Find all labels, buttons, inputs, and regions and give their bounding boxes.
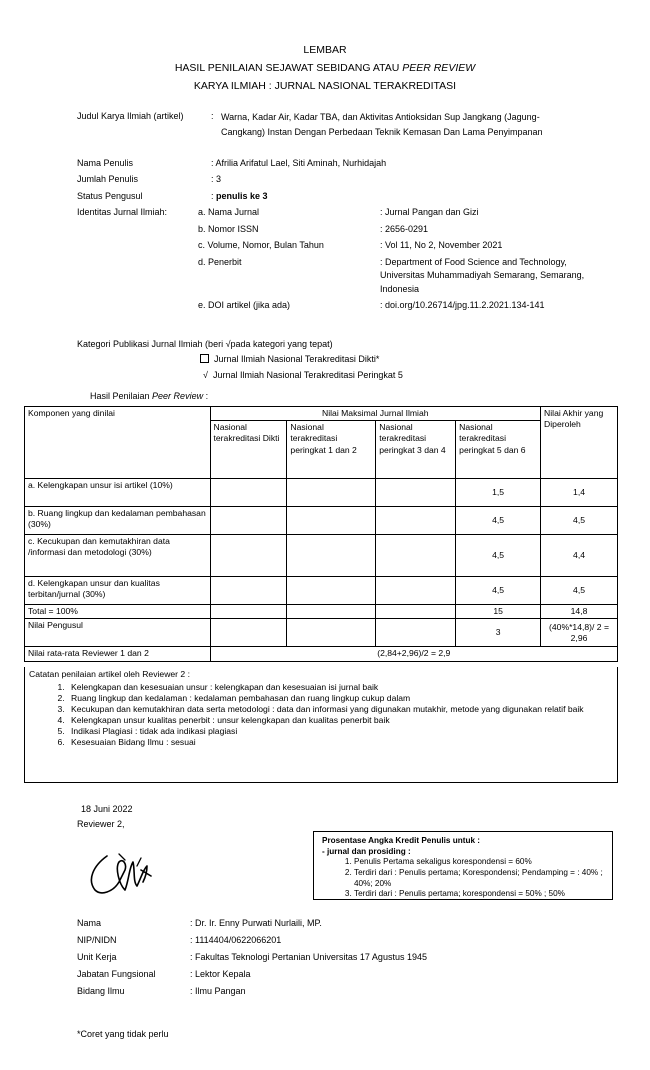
identitas-key: b. Nomor ISSN: [198, 223, 259, 234]
total-label: Total = 100%: [25, 605, 211, 619]
kredit-list: [322, 857, 604, 900]
identitas-row: [198, 256, 590, 300]
reviewer-label: Nama: [77, 918, 102, 928]
reviewer-value: : Dr. Ir. Enny Purwati Nurlaili, MP.: [190, 918, 322, 928]
rata-row: [25, 647, 618, 661]
total-akhir: 14,8: [541, 605, 618, 619]
pengusul-row: [25, 619, 618, 647]
list-item: 3. Terdiri dari : Penulis pertama; korespondensi = 50% ; 50%: [354, 889, 604, 900]
list-item: 5. Indikasi Plagiasi : tidak ada indikasi plagiasi: [67, 726, 617, 737]
row-akhir: 4,4: [541, 535, 618, 577]
empty-cell: [376, 577, 456, 605]
empty-cell: [210, 619, 287, 647]
empty-cell: [287, 619, 376, 647]
identitas-label: Identitas Jurnal Ilmiah:: [77, 207, 168, 217]
judul-value: Warna, Kadar Air, Kadar TBA, dan Aktivitas Antioksidan Sup Jangkang (Jagung-Cangkang) Instan Dengan Perbedaan Teknik Kemasan Dan Lama Penyimpanan: [221, 112, 543, 137]
empty-cell: [287, 507, 376, 535]
status-value: : penulis ke 3: [211, 191, 268, 201]
empty-cell: [210, 577, 287, 605]
doc-title-2-text: HASIL PENILAIAN SEJAWAT SEBIDANG ATAU: [174, 62, 403, 74]
catatan-title: Catatan penilaian artikel oleh Reviewer 2 :: [29, 669, 190, 679]
list-item: 1. Penulis Pertama sekaligus korespondensi = 60%: [354, 857, 604, 868]
signature-date: 18 Juni 2022: [81, 804, 133, 814]
identitas-key: a. Nama Jurnal: [198, 207, 260, 217]
empty-cell: [287, 577, 376, 605]
row-label: a. Kelengkapan unsur isi artikel (10%): [25, 479, 211, 507]
sub-header: Nasional terakreditasi peringkat 5 dan 6: [456, 421, 541, 479]
kredit-box: [313, 831, 613, 900]
pengusul-maks: 3: [456, 619, 541, 647]
identitas-value: : 2656-0291: [380, 223, 429, 234]
hasil-label-text: Hasil Penilaian: [90, 391, 153, 401]
pengusul-label: Nilai Pengusul: [25, 619, 211, 647]
empty-cell: [376, 605, 456, 619]
identitas-value: : doi.org/10.26714/jpg.11.2.2021.134-141: [380, 300, 545, 310]
hasil-label: [90, 390, 208, 402]
empty-cell: [376, 507, 456, 535]
kategori-option-2-label: Jurnal Ilmiah Nasional Terakreditasi Peringkat 5: [212, 370, 403, 380]
sub-header: Nasional terakreditasi peringkat 3 dan 4: [376, 421, 456, 479]
doc-title-2-emph: PEER REVIEW: [402, 62, 476, 74]
row-maks: 4,5: [456, 577, 541, 605]
reviewer-value: : 1114404/0622066201: [190, 935, 282, 945]
doc-title-3: KARYA ILMIAH : JURNAL NASIONAL TERAKREDITASI: [193, 80, 457, 92]
table-row: [25, 577, 618, 605]
sub-header: Nasional terakreditasi Dikti: [210, 421, 287, 479]
sub-header: Nasional terakreditasi peringkat 1 dan 2: [287, 421, 376, 479]
row-label: c. Kecukupan dan kemutakhiran data /informasi dan metodologi (30%): [25, 535, 211, 577]
identitas-row: [198, 299, 590, 313]
penulis-value: : Afrilia Arifatul Lael, Siti Aminah, Nurhidajah: [211, 158, 387, 168]
empty-cell: [287, 605, 376, 619]
check-icon: √: [203, 370, 208, 380]
list-item: 3. Kecukupan dan kemutakhiran data serta metodologi : data dan informasi yang digunakan mutakhir, metode yang digunakan relatif baik: [67, 704, 617, 715]
empty-cell: [287, 535, 376, 577]
signature-role: Reviewer 2,: [77, 819, 125, 829]
kategori-option-1-label: Jurnal Ilmiah Nasional Terakreditasi Dikti*: [214, 354, 380, 364]
kategori-option-1: [200, 353, 379, 365]
kategori-label: Kategori Publikasi Jurnal Ilmiah (beri √pada kategori yang tepat): [77, 339, 333, 349]
reviewer-label: Bidang Ilmu: [77, 986, 125, 996]
jumlah-label: Jumlah Penulis: [77, 174, 139, 184]
row-akhir: 4,5: [541, 507, 618, 535]
row-label: b. Ruang lingkup dan kedalaman pembahasan (30%): [25, 507, 211, 535]
empty-cell: [210, 507, 287, 535]
checkbox-empty-icon: [200, 354, 209, 363]
empty-cell: [376, 535, 456, 577]
identitas-value: : Vol 11, No 2, November 2021: [380, 240, 503, 250]
nilai-akhir-header: Nilai Akhir yang Diperoleh: [541, 407, 618, 479]
list-item: 2. Ruang lingkup dan kedalaman : kedalaman pembahasan dan ruang lingkup cukup dalam: [67, 693, 617, 704]
identitas-row: [198, 239, 590, 256]
status-value-text: penulis ke 3: [216, 191, 268, 201]
identitas-value: : Department of Food Science and Technology, Universitas Muhammadiyah Semarang, Semarang, Indonesia: [380, 256, 585, 294]
rata-label: Nilai rata-rata Reviewer 1 dan 2: [25, 647, 211, 661]
row-maks: 4,5: [456, 535, 541, 577]
identitas-row: [198, 223, 590, 240]
doc-title-1: LEMBAR: [303, 44, 347, 56]
doc-title-2: [0, 60, 650, 76]
empty-cell: [376, 619, 456, 647]
list-item: 2. Terdiri dari : Penulis pertama; Korespondensi; Pendamping = : 40% ; 40%; 20%: [354, 868, 604, 889]
total-maks: 15: [456, 605, 541, 619]
colon: :: [211, 111, 214, 121]
identitas-row: [198, 206, 590, 223]
reviewer-label: NIP/NIDN: [77, 935, 117, 945]
catatan-list: [25, 682, 617, 748]
reviewer-label: Unit Kerja: [77, 952, 117, 962]
nilai-maks-header: Nilai Maksimal Jurnal Ilmiah: [210, 407, 541, 421]
row-akhir: 4,5: [541, 577, 618, 605]
rata-value: (2,84+2,96)/2 = 2,9: [210, 647, 617, 661]
identitas-table: [198, 206, 590, 313]
komponen-header: Komponen yang dinilai: [25, 407, 211, 479]
penilaian-table: [24, 406, 618, 662]
list-item: 4. Kelengkapan unsur kualitas penerbit : unsur kelengkapan dan kualitas penerbit baik: [67, 715, 617, 726]
table-row: [25, 507, 618, 535]
table-row: [25, 479, 618, 507]
jumlah-value-text: 3: [216, 174, 222, 184]
identitas-value: : Jurnal Pangan dan Gizi: [380, 207, 479, 217]
hasil-label-emph: Peer Review: [152, 391, 204, 401]
empty-cell: [210, 535, 287, 577]
row-label: d. Kelengkapan unsur dan kualitas terbitan/jurnal (30%): [25, 577, 211, 605]
kategori-option-2: [203, 369, 403, 381]
row-maks: 4,5: [456, 507, 541, 535]
table-header-row: [25, 407, 618, 421]
identitas-key: c. Volume, Nomor, Bulan Tahun: [198, 240, 324, 250]
list-item: 6. Kesesuaian Bidang Ilmu : sesuai: [67, 737, 617, 748]
table-row: [25, 535, 618, 577]
kredit-sub: - jurnal dan prosiding :: [322, 846, 411, 856]
pengusul-akhir: (40%*14,8)/ 2 = 2,96: [541, 619, 618, 647]
reviewer-label: Jabatan Fungsional: [77, 969, 156, 979]
empty-cell: [376, 479, 456, 507]
jumlah-value: : 3: [211, 174, 222, 184]
empty-cell: [287, 479, 376, 507]
footnote: *Coret yang tidak perlu: [77, 1029, 169, 1039]
empty-cell: [210, 479, 287, 507]
reviewer-value: : Lektor Kepala: [190, 969, 251, 979]
list-item: 1. Kelengkapan dan kesesuaian unsur : kelengkapan dan kesesuaian isi jurnal baik: [67, 682, 617, 693]
reviewer-value: : Fakultas Teknologi Pertanian Universitas 17 Agustus 1945: [190, 952, 427, 962]
row-akhir: 1,4: [541, 479, 618, 507]
total-row: [25, 605, 618, 619]
reviewer-value: : Ilmu Pangan: [190, 986, 246, 996]
kredit-title: Prosentase Angka Kredit Penulis untuk :: [322, 836, 481, 845]
catatan-section: [24, 667, 618, 783]
judul-label: Judul Karya Ilmiah (artikel): [77, 111, 184, 121]
row-maks: 1,5: [456, 479, 541, 507]
empty-cell: [210, 605, 287, 619]
penulis-label: Nama Penulis: [77, 158, 134, 168]
hasil-label-colon: :: [203, 391, 209, 401]
identitas-key: d. Penerbit: [198, 256, 242, 267]
status-label: Status Pengusul: [77, 191, 143, 201]
identitas-key: e. DOI artikel (jika ada): [198, 300, 291, 310]
handwritten-signature: [85, 840, 160, 900]
penulis-value-text: Afrilia Arifatul Lael, Siti Aminah, Nurhidajah: [215, 158, 387, 168]
